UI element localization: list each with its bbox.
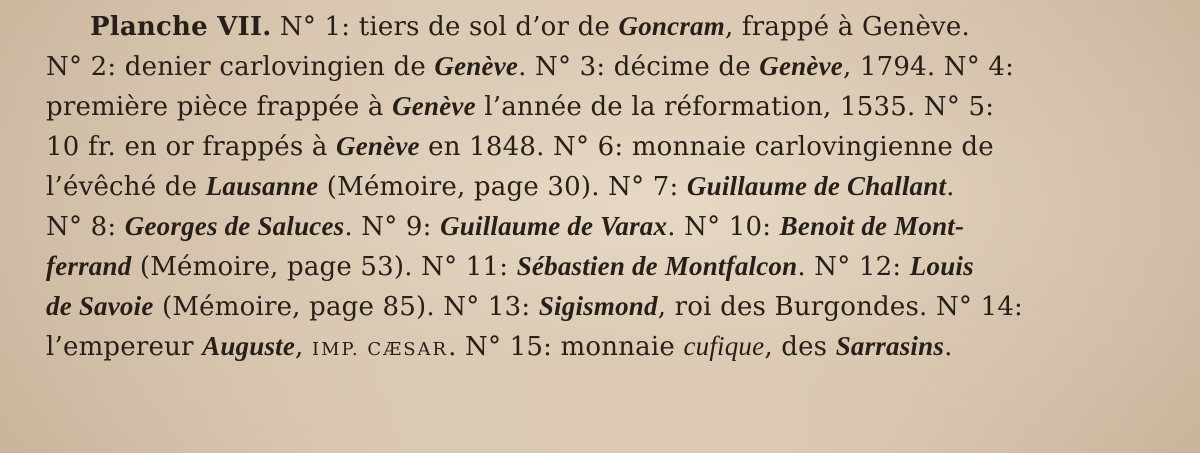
text-run: l’empereur [46, 332, 203, 362]
italic-name: cufique [683, 331, 765, 361]
text-run: N° 1: tiers de sol d’or de [271, 12, 619, 42]
text-line [46, 286, 1176, 326]
italic-name: de Savoie [46, 291, 154, 321]
text-run: , roi des Burgondes. N° 14: [657, 292, 1024, 322]
text-line [46, 326, 1176, 366]
text-run: (Mémoire, page 30). N° 7: [318, 172, 687, 202]
text-run: . [944, 332, 953, 362]
text-run: 10 fr. en or frappés à [46, 132, 337, 162]
italic-name: Sarrasins [835, 331, 945, 361]
text-run: N° 2: denier carlovingien de [46, 52, 435, 82]
text-run: . N° 3: décime de [518, 52, 760, 82]
italic-name: Sébastien de Montfalcon [516, 251, 798, 281]
plate-caption-paragraph [46, 6, 1176, 366]
italic-name: Goncram [618, 11, 725, 41]
text-line [46, 6, 1176, 46]
text-line [46, 46, 1176, 86]
italic-name: Genève [759, 51, 843, 81]
text-run: (Mémoire, page 53). N° 11: [131, 252, 517, 282]
italic-name: ferrand [46, 251, 132, 281]
text-run: . N° 10: [667, 212, 780, 242]
italic-name: Auguste [202, 331, 296, 361]
text-run: première pièce frappée à [46, 92, 393, 122]
text-run: . N° 15: monnaie [448, 332, 684, 362]
text-run: . N° 9: [344, 212, 441, 242]
text-run: N° 8: [46, 212, 125, 242]
text-run: l’évêché de [46, 172, 206, 202]
italic-name: Georges de Saluces [124, 211, 345, 241]
text-line [46, 246, 1176, 286]
text-line [46, 206, 1176, 246]
text-run: , frappé à Genève. [724, 12, 970, 42]
italic-name: Genève [434, 51, 519, 81]
italic-name: Guillaume de Varax [440, 211, 668, 241]
text-run: . N° 12: [797, 252, 910, 282]
italic-name: Lausanne [205, 171, 319, 201]
text-line [46, 166, 1176, 206]
italic-name: Benoit de Mont- [779, 211, 965, 241]
italic-name: Sigismond [538, 291, 658, 321]
text-run: . [946, 172, 955, 202]
text-run: l’année de la réformation, 1535. N° 5: [475, 92, 995, 122]
small-caps-inscription: IMP. CÆSAR [311, 339, 449, 360]
text-run: en 1848. N° 6: monnaie carlovingienne de [419, 132, 994, 162]
italic-name: Genève [336, 131, 420, 161]
plate-heading: Planche VII. [90, 12, 272, 42]
text-run: (Mémoire, page 85). N° 13: [153, 292, 539, 322]
text-run: , [295, 332, 312, 362]
italic-name: Guillaume de Challant [686, 171, 947, 201]
text-line [46, 126, 1176, 166]
italic-name: Genève [392, 91, 476, 121]
italic-name: Louis [909, 251, 974, 281]
text-run: , des [764, 332, 836, 362]
text-line [46, 86, 1176, 126]
text-run: , 1794. N° 4: [842, 52, 1015, 82]
